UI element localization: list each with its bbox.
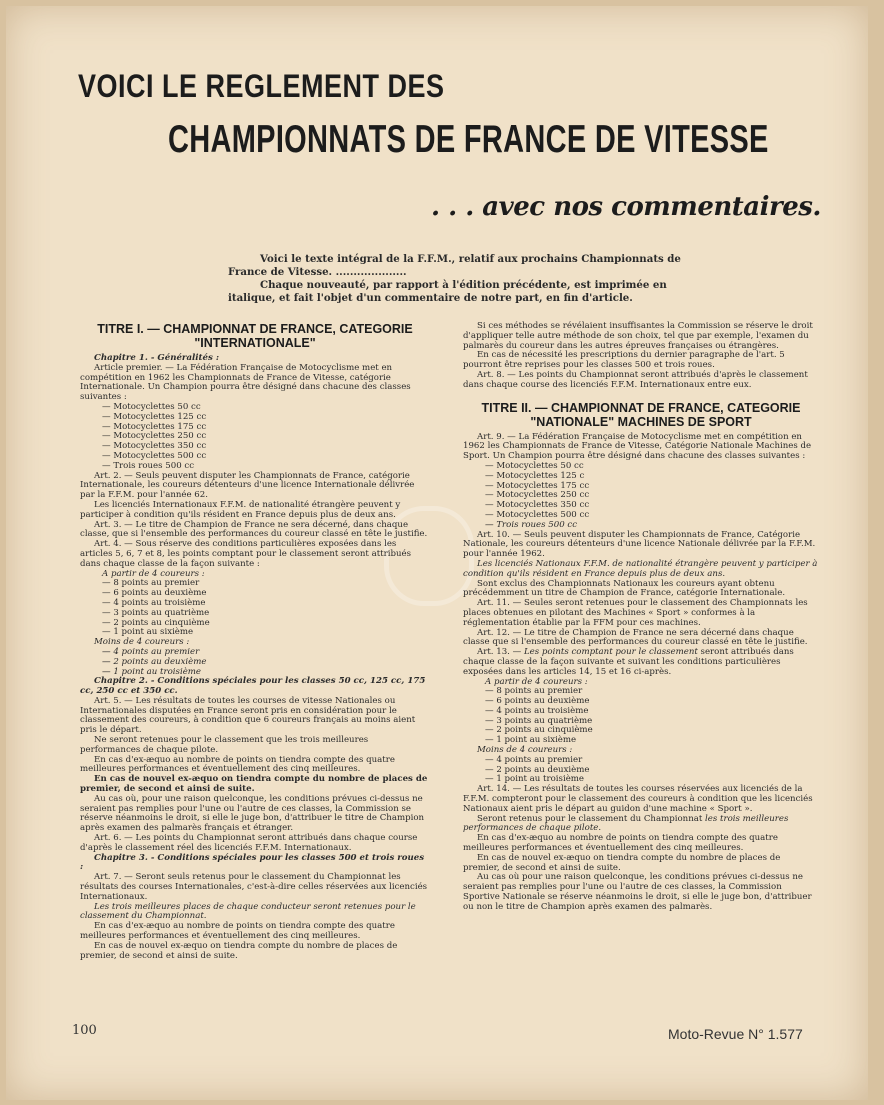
class-list-item: — Motocyclettes 125 cc bbox=[102, 411, 207, 422]
class-list-item: — Motocyclettes 500 cc bbox=[485, 509, 590, 520]
article-paragraph bbox=[463, 648, 819, 677]
article-number: Art. 13. — bbox=[477, 647, 524, 658]
article-paragraph: Art. 4. — Sous réserve des conditions particulières exposées dans les articles 5, 6, 7 et 8, les points comptant pour le classement seront attribués dans chaque classe de la façon suivante : bbox=[80, 539, 412, 569]
right-column bbox=[463, 322, 819, 913]
article-paragraph: Au cas où pour une raison quelconque, les conditions prévues ci-dessus ne seraient pas remplies pour l'une ou l'autre de ces classes, la Commission Sportive Nationale se réserve néanmoins le droit, si elle le juge bon, d'attribuer ou non le titre de Champion après examen des palmarès. bbox=[463, 872, 812, 912]
class-list-item: — Motocyclettes 125 c bbox=[485, 470, 585, 481]
points-list-item: — 4 points au premier bbox=[102, 646, 200, 657]
points-subheading: Moins de 4 coureurs : bbox=[94, 637, 190, 648]
article-paragraph: Art. 12. — Le titre de Champion de France ne sera décerné dans chaque classe que si l'ensemble des performances du coureur classé en tête le justifie. bbox=[463, 627, 808, 648]
points-list-item: — 6 points au deuxième bbox=[102, 588, 207, 599]
class-list-item: — Motocyclettes 350 cc bbox=[485, 500, 590, 511]
article-text: seront attribués dans chaque classe de la façon suivante et suivant les conditions particulières exposées dans les articles 14, 15 et 16 ci-après. bbox=[463, 647, 794, 677]
article-paragraph: En cas d'ex-æquo au nombre de points on tiendra compte des quatre meilleures performances et éventuellement des cinq meilleures. bbox=[463, 833, 778, 854]
class-list-item: — Motocyclettes 50 cc bbox=[102, 401, 201, 412]
points-list-item: — 8 points au premier bbox=[485, 686, 583, 697]
magazine-page bbox=[6, 6, 868, 1100]
class-list-item: — Motocyclettes 175 cc bbox=[485, 480, 590, 491]
points-list-item: — 3 points au quatrième bbox=[102, 607, 210, 618]
article-paragraph: Art. 3. — Le titre de Champion de France ne sera décerné, dans chaque classe, que si l'ensemble des performances du coureur classé en tête le justifie. bbox=[80, 519, 428, 540]
subtitle: . . . avec nos commentaires. bbox=[431, 192, 821, 222]
article-paragraph: Art. 2. — Seuls peuvent disputer les Championnats de France, catégorie Internationale, les coureurs détenteurs d'une licence Internationale délivrée par la F.F.M. pour l'année 62. bbox=[80, 470, 415, 501]
intro-paragraph-1: Voici le texte intégral de la F.F.M., relatif aux prochains Championnats de France de Vitesse. .................... bbox=[228, 253, 681, 278]
italic-change: les trois meilleures performances de chaque pilote. bbox=[463, 813, 789, 834]
magazine-issue: Moto-Revue N° 1.577 bbox=[668, 1026, 803, 1042]
article-paragraph: Les trois meilleures places de chaque conducteur seront retenues pour le classement du Championnat. bbox=[80, 901, 416, 922]
points-list-item: — 8 points au premier bbox=[102, 578, 200, 589]
class-list-item: — Motocyclettes 250 cc bbox=[102, 431, 207, 442]
article-paragraph: Les licenciés Nationaux F.F.M. de nationalité étrangère peuvent y participer à condition qu'ils résident en France depuis plus de deux ans. bbox=[463, 558, 818, 579]
article-paragraph: Art. 5. — Les résultats de toutes les courses de vitesse Nationales ou Internationales disputées en France seront pris en considération pour le classement des coureurs, à condition que 6 coureurs français au moins aient pris le départ. bbox=[80, 695, 416, 736]
article-paragraph: En cas d'ex-æquo au nombre de points on tiendra compte des quatre meilleures performances et éventuellement des cinq meilleures. bbox=[80, 754, 395, 775]
points-list-item: — 1 point au troisième bbox=[485, 774, 585, 785]
points-list-item: — 1 point au troisième bbox=[102, 666, 202, 677]
points-list-item: — 1 point au sixième bbox=[485, 735, 577, 746]
article-paragraph: Art. 9. — La Fédération Française de Motocyclisme met en compétition en 1962 les Championnats de France de Vitesse, Catégorie Nationale Machines de Sport. Un Champion pourra être désigné dans chacune des classes suivantes : bbox=[463, 431, 812, 462]
chapter-heading: Chapitre 3. - Conditions spéciales pour les classes 500 et trois roues : bbox=[80, 852, 425, 873]
chapter-heading: Chapitre 1. - Généralités : bbox=[94, 353, 219, 363]
points-list-item: — 4 points au troisième bbox=[485, 705, 589, 716]
points-list-item: — 2 points au cinquième bbox=[102, 617, 210, 628]
article-paragraph: Les licenciés Internationaux F.F.M. de nationalité étrangère peuvent y participer à condition qu'ils résident en France depuis plus de deux ans. bbox=[80, 499, 401, 520]
title-line-2: CHAMPIONNATS DE FRANCE DE VITESSE bbox=[168, 118, 769, 162]
points-subheading: Moins de 4 coureurs : bbox=[477, 745, 573, 756]
chapter-heading: Chapitre 2. - Conditions spéciales pour les classes 50 cc, 125 cc, 175 cc, 250 cc et 350 cc. bbox=[80, 676, 426, 697]
class-list-item: — Trois roues 500 cc bbox=[102, 460, 195, 471]
points-list-item: — 4 points au troisième bbox=[102, 597, 206, 608]
article-paragraph: Art. 11. — Seules seront retenues pour le classement des Championnats les places obtenues en pilotant des Machines « Sport » conformes à la réglementation établie par la FFM pour ces machines. bbox=[463, 598, 808, 628]
article-paragraph: Art. 7. — Seront seuls retenus pour le classement du Championnat les résultats des courses Internationales, c'est-à-dire celles réservées aux licenciés Internationaux. bbox=[80, 872, 428, 902]
article-paragraph: Art. 14. — Les résultats de toutes les courses réservées aux licenciés de la F.F.M. compteront pour le classement des coureurs à condition que les licenciés Nationaux aient pris le départ au guidon d'une machine « Sport ». bbox=[463, 784, 813, 814]
points-list-item: — 6 points au deuxième bbox=[485, 696, 590, 707]
points-list-item: — 3 points au quatrième bbox=[485, 715, 593, 726]
article-paragraph: Si ces méthodes se révélaient insuffisantes la Commission se réserve le droit d'appliquer telle autre méthode de son choix, tel que par exemple, l'examen du palmarès du coureur dans les autres épreuves françaises ou étrangères. bbox=[463, 321, 813, 351]
article-paragraph: Art. 6. — Les points du Championnat seront attribués dans chaque course d'après le classement réel des licenciés F.F.M. Internationaux. bbox=[80, 833, 418, 853]
class-list-item: — Motocyclettes 350 cc bbox=[102, 441, 207, 452]
article-paragraph: Article premier. — La Fédération Française de Motocyclisme met en compétition en 1962 les Championnats de France de Vitesse, catégorie Internationale. Un Champion pourra être désigné dans chacune des classes suivantes : bbox=[80, 362, 411, 403]
class-list-item: — Trois roues 500 cc bbox=[485, 519, 578, 530]
italic-change: Les points comptant pour le classement bbox=[523, 647, 698, 658]
article-paragraph: En cas d'ex-æquo au nombre de points on tiendra compte des quatre meilleures performances et éventuellement des cinq meilleures. bbox=[80, 921, 395, 942]
article-paragraph: En cas de nécessité les prescriptions du dernier paragraphe de l'art. 5 pourront être reprises pour les classes 500 et trois roues. bbox=[463, 350, 785, 371]
article-paragraph: En cas de nouvel ex-æquo on tiendra compte du nombre de places de premier, de second et ainsi de suite. bbox=[463, 852, 781, 873]
class-list-item: — Motocyclettes 175 cc bbox=[102, 421, 207, 432]
article-paragraph: Sont exclus des Championnats Nationaux les coureurs ayant obtenu précédemment un titre de Champion de France, catégorie Internationale. bbox=[463, 578, 786, 599]
points-list-item: — 2 points au deuxième bbox=[102, 656, 207, 667]
points-list-item: — 2 points au cinquième bbox=[485, 725, 593, 736]
title-line-1: VOICI LE REGLEMENT DES bbox=[78, 68, 445, 104]
left-column bbox=[80, 322, 430, 961]
class-list-item: — Motocyclettes 250 cc bbox=[485, 490, 590, 501]
page-number: 100 bbox=[72, 1023, 97, 1038]
intro-paragraph-2: Chaque nouveauté, par rapport à l'édition précédente, est imprimée en italique, et fait l'objet d'un commentaire de notre part, en fin d'article. bbox=[228, 279, 667, 304]
class-list-item: — Motocyclettes 500 cc bbox=[102, 450, 207, 461]
section-heading-titre-1: TITRE I. — CHAMPIONNAT DE FRANCE, CATEGORIE "INTERNATIONALE" bbox=[97, 322, 413, 350]
article-text: Seront retenus pour le classement du Championnat bbox=[477, 813, 706, 824]
article-paragraph: Art. 10. — Seuls peuvent disputer les Championnats de France, Catégorie Nationale, les coureurs détenteurs d'une licence Nationale délivrée par la F.F.M. pour l'année 1962. bbox=[463, 529, 816, 560]
article-paragraph bbox=[463, 815, 819, 835]
points-subheading: A partir de 4 coureurs : bbox=[485, 676, 588, 687]
points-list-item: — 2 points au deuxième bbox=[485, 764, 590, 775]
points-subheading: A partir de 4 coureurs : bbox=[102, 568, 205, 579]
section-heading-titre-2: TITRE II. — CHAMPIONNAT DE FRANCE, CATEGORIE "NATIONALE" MACHINES DE SPORT bbox=[481, 400, 801, 429]
article-paragraph: Ne seront retenues pour le classement que les trois meilleures performances de chaque pilote. bbox=[80, 735, 369, 755]
article-paragraph: En cas de nouvel ex-æquo on tiendra compte du nombre de places de premier, de second et ainsi de suite. bbox=[80, 940, 398, 961]
points-list-item: — 1 point au sixième bbox=[102, 627, 194, 638]
intro-text bbox=[228, 253, 714, 305]
article-paragraph: Art. 8. — Les points du Championnat seront attribués d'après le classement dans chaque course des licenciés F.F.M. Internationaux entre eux. bbox=[463, 369, 808, 390]
class-list-item: — Motocyclettes 50 cc bbox=[485, 460, 584, 471]
article-paragraph: En cas de nouvel ex-æquo on tiendra compte du nombre de places de premier, de second et ainsi de suite. bbox=[80, 774, 428, 795]
points-list-item: — 4 points au premier bbox=[485, 754, 583, 765]
article-paragraph: Au cas où, pour une raison quelconque, les conditions prévues ci-dessus ne seraient pas remplies pour l'une ou l'autre de ces classes, la Commission se réserve néanmoins le droit, si elle le juge bon, d'attribuer le titre de Champion après examen des palmarès français et étranger. bbox=[80, 793, 425, 834]
